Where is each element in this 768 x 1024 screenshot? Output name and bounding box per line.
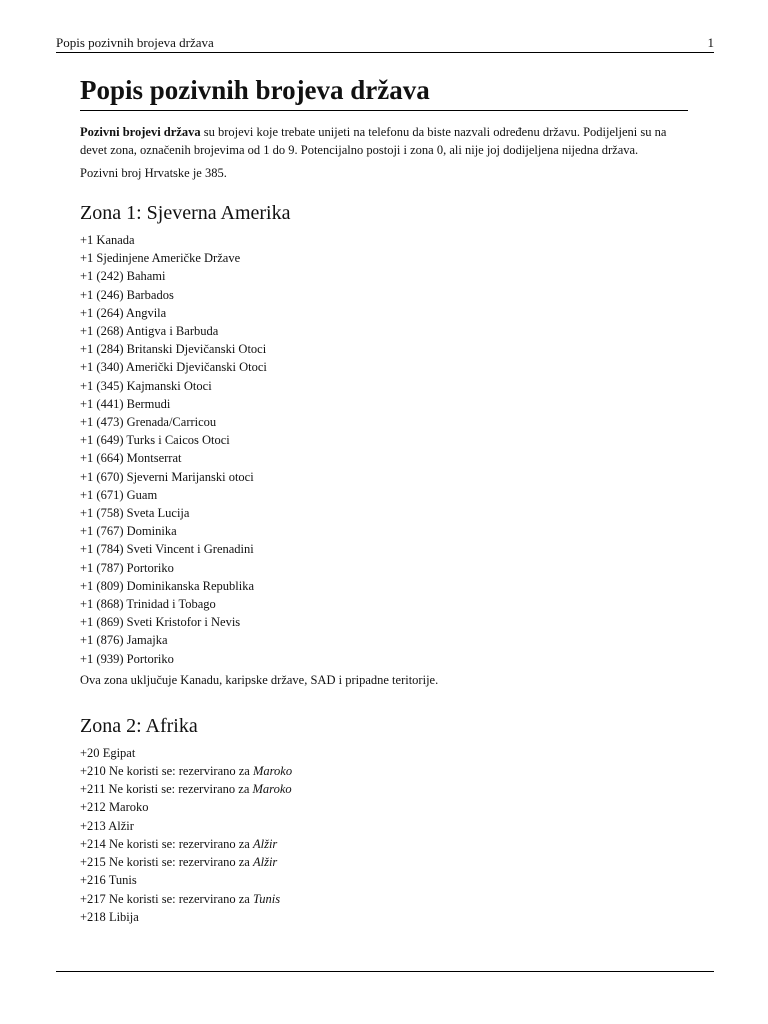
footer-rule bbox=[56, 971, 714, 972]
reserved-label: Ne koristi se: rezervirano za bbox=[108, 891, 253, 906]
reserved-label: Ne koristi se: rezervirano za bbox=[108, 836, 253, 851]
zone2-entry bbox=[80, 871, 688, 889]
zone1-entry: +1 (868) Trinidad i Tobago bbox=[80, 597, 216, 612]
article-content bbox=[80, 72, 688, 926]
zone2-entry bbox=[80, 817, 688, 835]
zone1-entry: +1 Kanada bbox=[80, 233, 135, 247]
zone1-entry: +1 (939) Portoriko bbox=[80, 651, 174, 666]
country-name: Alžir bbox=[108, 818, 134, 833]
dial-code: +212 bbox=[80, 800, 106, 815]
zone2-entry bbox=[80, 780, 688, 798]
reserved-label: Ne koristi se: rezervirano za bbox=[108, 782, 253, 797]
zone1-entry: +1 (876) Jamajka bbox=[80, 633, 168, 648]
zone2-entry bbox=[80, 853, 688, 871]
zone1-entry: +1 (284) Britanski Djevičanski Otoci bbox=[80, 342, 267, 357]
zone1-entry: +1 (784) Sveti Vincent i Grenadini bbox=[80, 542, 254, 557]
intro-text: su brojevi koje trebate unijeti na telefonu da biste nazvali određenu državu. Podijeljeni su na devet zona, označenih brojevima od 1 do 9. Potencijalno postoji i zona 0, ali nije joj dodijeljena nijedna država. bbox=[80, 125, 667, 157]
zone2-entry bbox=[80, 798, 688, 816]
reserved-country: Maroko bbox=[252, 782, 292, 797]
page-title: Popis pozivnih brojeva država bbox=[80, 72, 688, 111]
dial-code: +20 bbox=[80, 745, 100, 760]
country-name: Libija bbox=[108, 909, 139, 924]
zone1-entry: +1 (767) Dominika bbox=[80, 524, 177, 539]
zone2-heading: Zona 2: Afrika bbox=[80, 714, 198, 737]
country-name: Tunis bbox=[108, 873, 137, 888]
zone1-entry: +1 (441) Bermudi bbox=[80, 396, 171, 411]
zone1-entry: +1 (809) Dominikanska Republika bbox=[80, 578, 255, 593]
zone1-entry: +1 (787) Portoriko bbox=[80, 560, 174, 575]
zone1-entry: +1 (345) Kajmanski Otoci bbox=[80, 378, 212, 393]
zone1-entry: +1 (649) Turks i Caicos Otoci bbox=[80, 433, 230, 448]
zone2-entry bbox=[80, 908, 688, 926]
zone1-heading: Zona 1: Sjeverna Amerika bbox=[80, 202, 291, 224]
zone1-list bbox=[80, 231, 688, 668]
reserved-country: Alžir bbox=[252, 836, 278, 851]
dial-code: +210 bbox=[80, 764, 106, 779]
dial-code: +215 bbox=[80, 855, 106, 870]
zone1-entry: +1 (340) Američki Djevičanski Otoci bbox=[80, 360, 267, 375]
reserved-country: Alžir bbox=[252, 855, 278, 870]
zone1-entry: +1 (671) Guam bbox=[80, 487, 158, 502]
dial-code: +213 bbox=[80, 818, 106, 833]
zone1-entry: +1 (264) Angvila bbox=[80, 305, 167, 320]
reserved-country: Tunis bbox=[252, 891, 281, 906]
zone1-entry: +1 (869) Sveti Kristofor i Nevis bbox=[80, 615, 241, 630]
dial-code: +217 bbox=[80, 891, 106, 906]
zone2-entry bbox=[80, 890, 688, 908]
intro-paragraph bbox=[80, 123, 688, 159]
dial-code: +214 bbox=[80, 836, 106, 851]
zone2-entry bbox=[80, 744, 688, 762]
zone1-entry: +1 (664) Montserrat bbox=[80, 451, 182, 466]
country-name: Maroko bbox=[108, 800, 149, 815]
reserved-label: Ne koristi se: rezervirano za bbox=[108, 764, 253, 779]
zone2-list bbox=[80, 744, 688, 926]
croatia-code-note: Pozivni broj Hrvatske je 385. bbox=[80, 166, 227, 180]
zone1-note: Ova zona uključuje Kanadu, karipske države, SAD i pripadne teritorije. bbox=[80, 672, 439, 687]
country-name: Egipat bbox=[102, 745, 136, 760]
dial-code: +216 bbox=[80, 873, 106, 888]
reserved-country: Maroko bbox=[252, 764, 293, 779]
zone1-entry: +1 Sjedinjene Američke Države bbox=[80, 251, 241, 266]
zone1-entry: +1 (758) Sveta Lucija bbox=[80, 506, 190, 521]
running-header bbox=[56, 34, 714, 53]
zone1-entry: +1 (242) Bahami bbox=[80, 269, 166, 284]
reserved-label: Ne koristi se: rezervirano za bbox=[108, 855, 253, 870]
running-header-title: Popis pozivnih brojeva država bbox=[56, 35, 214, 50]
zone1-entry: +1 (670) Sjeverni Marijanski otoci bbox=[80, 469, 254, 484]
intro-bold-term: Pozivni brojevi država bbox=[80, 125, 201, 139]
zone1-entry: +1 (268) Antigva i Barbuda bbox=[80, 324, 219, 339]
dial-code: +211 bbox=[80, 782, 106, 797]
dial-code: +218 bbox=[80, 909, 106, 924]
zone1-entry: +1 (246) Barbados bbox=[80, 287, 174, 302]
zone2-entry bbox=[80, 762, 688, 780]
zone1-entry: +1 (473) Grenada/Carricou bbox=[80, 415, 217, 430]
page-number: 1 bbox=[707, 35, 714, 50]
zone2-entry bbox=[80, 835, 688, 853]
